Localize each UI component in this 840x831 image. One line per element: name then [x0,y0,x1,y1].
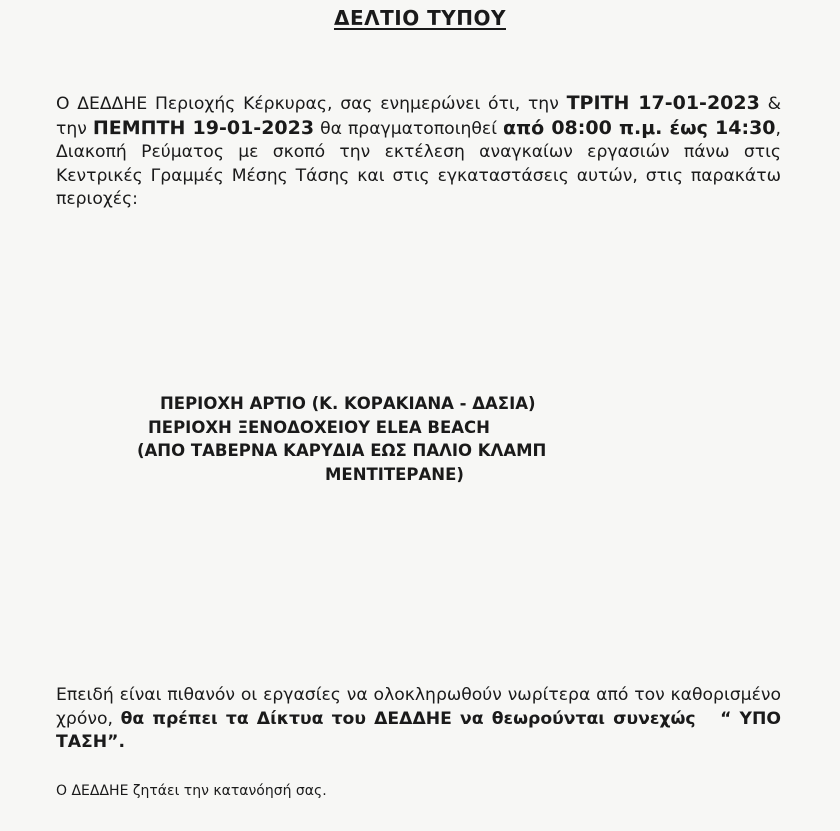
intro-paragraph [56,92,781,212]
date-thursday: ΠΕΜΠΤΗ 19-01-2023 [92,116,315,139]
area-line-4: ΜΕΝΤΙΤΕΡΑΝΕ) [325,464,464,484]
area-line-1: ΠΕΡΙΟΧΗ ΑΡΤΙΟ (Κ. ΚΟΡΑΚΙΑΝΑ - ΔΑΣΙΑ) [160,394,536,413]
date-tuesday: ΤΡΙΤΗ 17-01-2023 [566,92,760,114]
outage-time: από 08:00 π.μ. έως 14:30 [503,116,776,139]
closing-line: Ο ΔΕΔΔΗΕ ζητάει την κατανόησή σας. [56,783,327,799]
outro-warning: θα πρέπει τα Δίκτυα του ΔΕΔΔΗΕ να θεωρούνται συνεχώς “ ΥΠΟ ΤΑΣΗ”. [56,708,782,752]
outro-text: Επειδή είναι πιθανόν οι εργασίες να ολοκληρωθούν νωρίτερα από τον καθορισμένο χρόνο, [56,685,781,729]
area-line-2: ΠΕΡΙΟΧΗ ΞΕΝΟΔΟΧΕΙΟΥ ELEA BEACH [148,417,490,437]
outro-paragraph [56,684,781,755]
intro-text-2: & την [56,94,781,139]
document-title: ΔΕΛΤΙΟ ΤΥΠΟΥ [333,6,506,30]
area-line-3: (ΑΠΟ ΤΑΒΕΡΝΑ ΚΑΡΥΔΙΑ ΕΩΣ ΠΑΛΙΟ ΚΛΑΜΠ [137,441,547,460]
intro-text-1: Ο ΔΕΔΔΗΕ Περιοχής Κέρκυρας, σας ενημερώνει ότι, την [56,94,567,114]
intro-text-4: , Διακοπή Ρεύματος με σκοπό την εκτέλεση αναγκαίων εργασιών πάνω στις Κεντρικές Γραμμές Μέσης Τάσης και στις εγκαταστάσεις αυτών, στις παρακάτω περιοχές: [56,118,781,209]
affected-areas [0,392,840,486]
intro-text-3: θα πραγματοποιηθεί [314,118,504,139]
